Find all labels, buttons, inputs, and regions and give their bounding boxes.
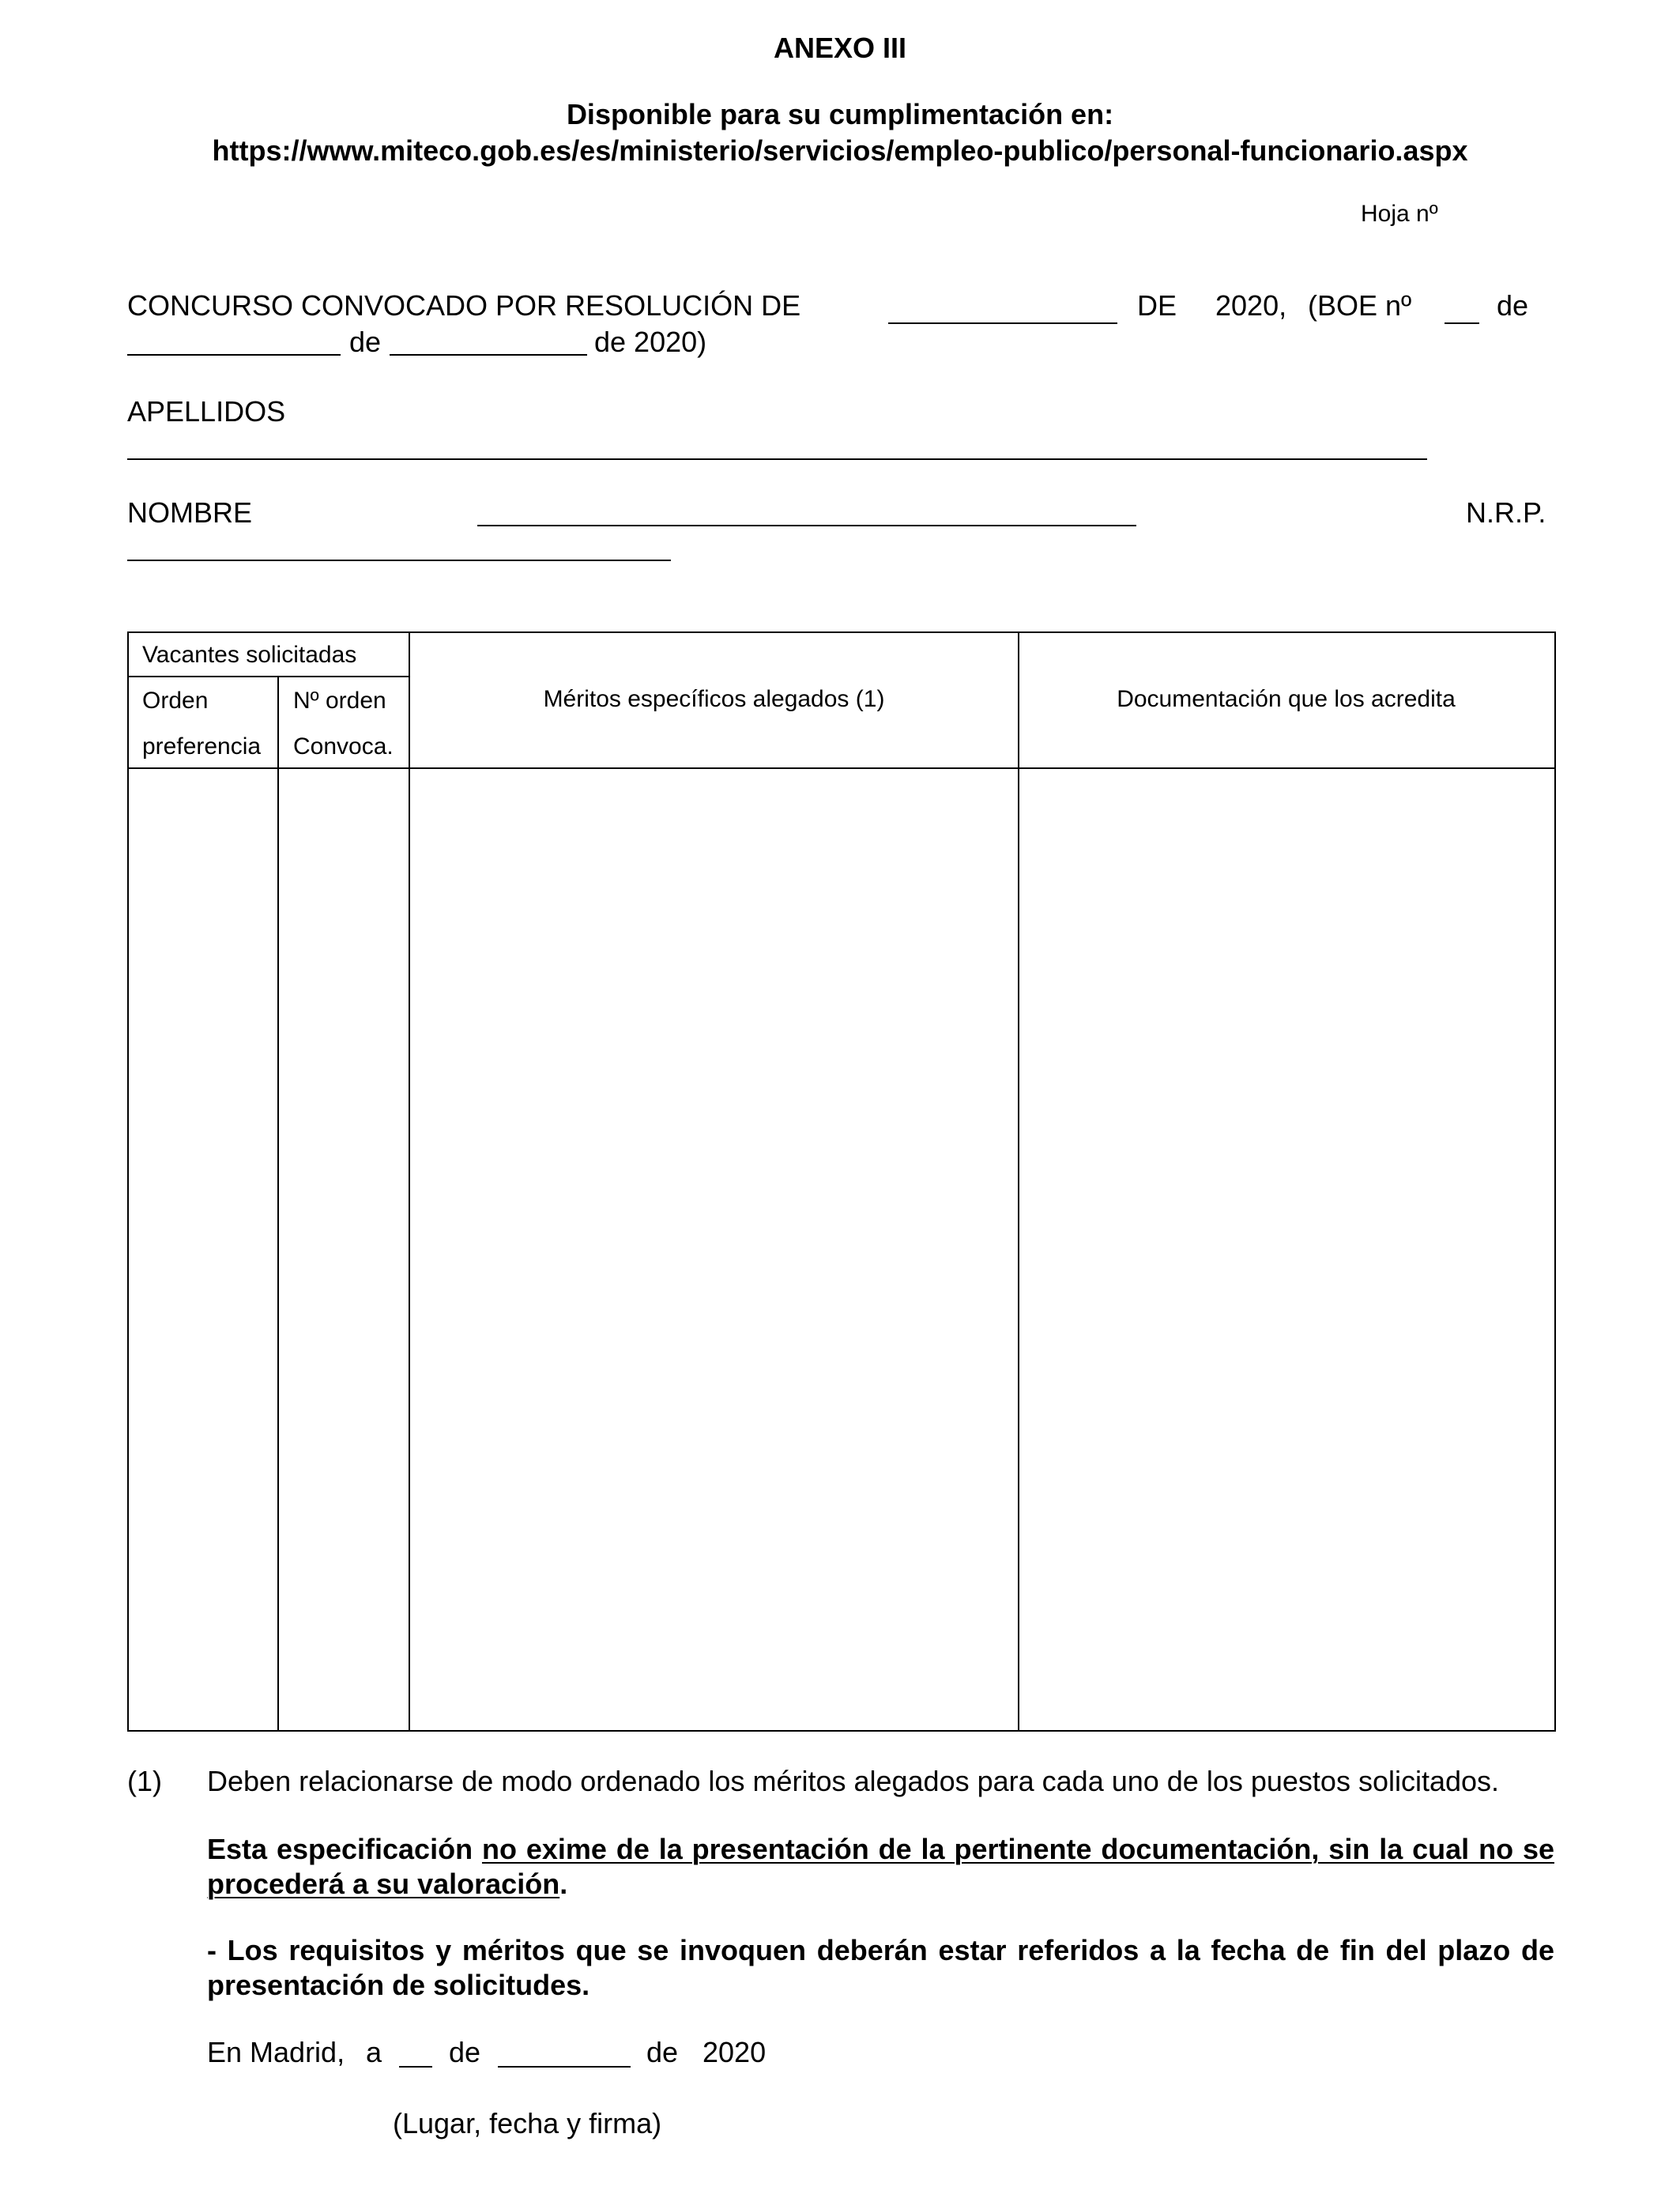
documentacion-column-cell[interactable] bbox=[1019, 769, 1553, 1728]
document-title: ANEXO III bbox=[773, 32, 907, 64]
documentacion-header: Documentación que los acredita bbox=[1117, 686, 1456, 712]
meritos-header: Méritos específicos alegados (1) bbox=[543, 686, 885, 712]
nrp-label: N.R.P. bbox=[1466, 496, 1546, 529]
concurso-year-text: 2020, bbox=[1215, 289, 1287, 322]
especificacion-lead: Esta especificación bbox=[207, 1833, 482, 1865]
nombre-field[interactable] bbox=[477, 525, 1136, 526]
vacantes-header: Vacantes solicitadas bbox=[142, 642, 357, 668]
signature-year: 2020 bbox=[703, 2036, 767, 2068]
signature-a: a bbox=[366, 2036, 382, 2068]
concurso-text: CONCURSO CONVOCADO POR RESOLUCIÓN DE bbox=[127, 289, 801, 322]
signature-de1: de bbox=[449, 2036, 481, 2068]
orden-column-cell[interactable] bbox=[129, 769, 277, 1728]
availability-url[interactable]: https://www.miteco.gob.es/es/ministerio/servicios/empleo-publico/personal-funcionario.aspx bbox=[212, 134, 1468, 167]
norden-header-line1: Nº orden bbox=[293, 688, 386, 714]
norden-column-cell[interactable] bbox=[279, 769, 409, 1728]
line2-end-text: de 2020) bbox=[594, 326, 707, 358]
sheet-number-label: Hoja nº bbox=[1361, 201, 1438, 227]
table-divider-vacantes bbox=[127, 676, 410, 677]
boe-month-blank[interactable] bbox=[390, 354, 587, 356]
meritos-column-cell[interactable] bbox=[410, 769, 1018, 1728]
footnote-text: Deben relacionarse de modo ordenado los méritos alegados para cada uno de los puestos solicitados. bbox=[207, 1765, 1500, 1797]
signature-caption: (Lugar, fecha y firma) bbox=[393, 2107, 662, 2139]
footnote-number: (1) bbox=[127, 1765, 162, 1797]
availability-label: Disponible para su cumplimentación en: bbox=[566, 98, 1114, 130]
concurso-de-text: DE bbox=[1137, 289, 1177, 322]
especificacion-paragraph bbox=[207, 1832, 1554, 1902]
signature-de2: de bbox=[646, 2036, 679, 2068]
concurso-boe-text: (BOE nº bbox=[1308, 289, 1412, 322]
orden-header-line2: preferencia bbox=[142, 733, 262, 760]
nrp-field[interactable] bbox=[127, 560, 671, 561]
apellidos-label: APELLIDOS bbox=[127, 395, 286, 428]
especificacion-underlined: no exime de la presentación de la pertinente documentación, sin la cual no se procederá a su valoración bbox=[207, 1833, 1554, 1900]
concurso-de2-text: de bbox=[1497, 289, 1529, 322]
resolution-date-blank[interactable] bbox=[888, 322, 1117, 324]
especificacion-end: . bbox=[559, 1868, 568, 1900]
signature-month-blank[interactable] bbox=[498, 2066, 631, 2068]
line2-de-text: de bbox=[349, 326, 382, 358]
apellidos-field[interactable] bbox=[127, 458, 1427, 460]
norden-header-line2: Convoca. bbox=[293, 733, 394, 760]
signature-place: En Madrid, bbox=[207, 2036, 345, 2068]
nombre-label: NOMBRE bbox=[127, 496, 253, 529]
signature-day-blank[interactable] bbox=[399, 2066, 432, 2068]
requisitos-paragraph: - Los requisitos y méritos que se invoquen deberán estar referidos a la fecha de fin del plazo de presentación de solicitudes. bbox=[207, 1934, 1554, 2001]
boe-day-blank[interactable] bbox=[127, 354, 341, 356]
orden-header-line1: Orden bbox=[142, 688, 209, 714]
boe-number-blank[interactable] bbox=[1445, 322, 1479, 324]
